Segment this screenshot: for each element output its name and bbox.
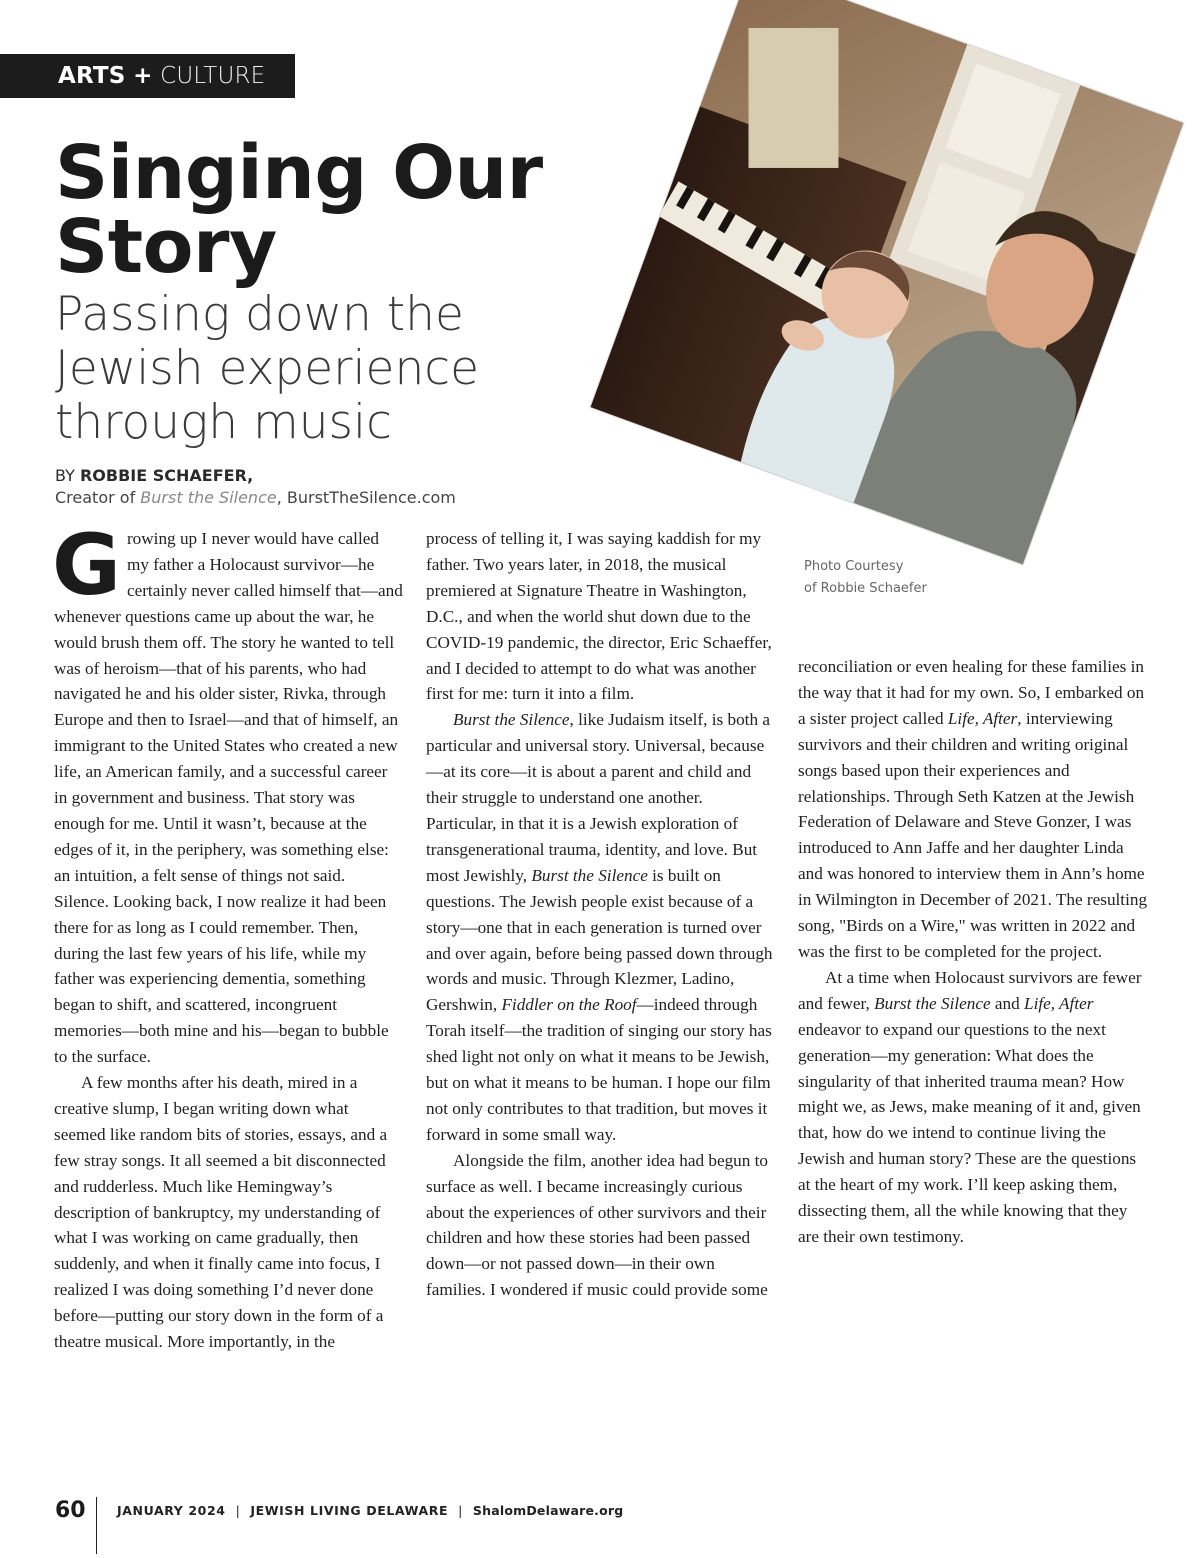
paragraph-3 — [426, 707, 776, 1147]
paragraph-3-text-c: —indeed through Torah itself—the tradition of singing our story has shed light not only on what it means to be Jewish, but on what it means to be human. I hope our film not only contributes to that tradition, but moves it forward in some small way. — [426, 995, 772, 1144]
publication-website: ShalomDelaware.org — [472, 1503, 624, 1518]
publication-name: JEWISH LIVING DELAWARE — [250, 1503, 449, 1518]
project-title-ref: Life, After — [947, 708, 1018, 728]
body-column-2 — [426, 526, 776, 1303]
section-banner — [0, 54, 295, 98]
section-primary: ARTS — [58, 63, 126, 89]
paragraph-1 — [52, 516, 404, 1070]
paragraph-5 — [798, 965, 1148, 1250]
body-column-1 — [52, 516, 404, 1355]
musical-title-ref: Fiddler on the Roof — [501, 995, 637, 1015]
paragraph-4-text-b: , interviewing survivors and their children and writing original songs based upon their experiences and relationships. Through Seth Katzen at the Jewish Federation of Delaware and Steve Gonzer, I was introduced to Ann Jaffe and her daughter Linda and was honored to interview them in Ann’s home in Wilmington in December of 2021. The resulting song, "Birds on a Wire," was written in 2022 and was the first to be completed for the project. — [798, 708, 1148, 961]
section-plus: + — [133, 63, 153, 89]
show-title-ref: Burst the Silence — [453, 710, 570, 730]
photo-caption — [804, 556, 964, 600]
caption-line-2: of Robbie Schaefer — [804, 581, 927, 596]
article-photo — [590, 0, 1183, 564]
paragraph-4-text-a: reconciliation or even healing for these families in the way that it had for my own. So, I embarked on a sister project called — [798, 657, 1145, 728]
article-title: Singing Our Story — [55, 130, 543, 290]
show-title: Burst the Silence — [140, 488, 277, 507]
author-website: , BurstTheSilence.com — [276, 488, 456, 507]
byline-prefix: BY — [55, 466, 75, 485]
footer-separator: | — [458, 1503, 463, 1518]
paragraph-5-text-b: and — [990, 993, 1025, 1013]
section-secondary: CULTURE — [160, 63, 266, 89]
paragraph-2-continued: process of telling it, I was saying kaddish for my father. Two years later, in 2018, the musical premiered at Signature Theatre in Washington, D.C., and when the world shut down due to the COVID-19 pandemic, the director, Eric Schaeffer, and I decided to attempt to do what was another first for me: turn it into a film. — [426, 529, 772, 704]
drop-cap: G — [52, 516, 121, 614]
caption-line-1: Photo Courtesy — [804, 559, 904, 574]
page-number: 60 — [55, 1498, 86, 1523]
project-title-ref: Life, After — [1024, 993, 1094, 1013]
paragraph-3-text-a: , like Judaism itself, is both a particular and universal story. Universal, because—at its core—it is about a parent and child and their struggle to understand one another. Particular, in that it is a Jewish exploration of transgenerational trauma, identity, and love. But most Jewishly, — [426, 710, 770, 885]
father-and-baby-at-piano-image — [590, 0, 1183, 564]
paragraph-1-text: rowing up I never would have called my father a Holocaust survivor—he certainly never called himself that—and whenever questions came up about the war, he would brush them off. The story he wanted to tell was of heroism—that of his parents, who had navigated he and his older sister, Rivka, through Europe and then to Israel—and that of himself, an immigrant to the United States who created a new life, an American family, and a successful career in government and business. That story was enough for me. Until it wasn’t, because at the edges of it, in the periphery, was something else: an intuition, a felt sense of things not said. Silence. Looking back, I now realize it had been there for as long as I could remember. Then, during the last few years of his life, while my father was experiencing dementia, something began to shift, and scattered, incongruent memories—both mine and his—began to bubble to the surface. — [54, 529, 403, 1067]
paragraph-2: A few months after his death, mired in a creative slump, I began writing down what seemed like random bits of stories, essays, and a few stray songs. It all seemed a bit disconnected and rudderless. Much like Hemingway’s description of bankruptcy, my understanding of what I was working on came gradually, then suddenly, and when it finally came into focus, I realized I was doing something I’d never done before—putting our story down in the form of a theatre musical. More importantly, in the — [54, 1073, 388, 1352]
page-footer — [117, 1503, 623, 1518]
article-subtitle: Passing down the Jewish experience through music — [55, 287, 479, 450]
creator-prefix: Creator of — [55, 488, 136, 507]
byline — [55, 466, 253, 485]
paragraph-5-text-a: At a time when Holocaust survivors are fewer and fewer, — [798, 967, 1142, 1013]
show-title-ref: Burst the Silence — [874, 993, 991, 1013]
paragraph-4: Alongside the film, another idea had begun to surface as well. I became increasingly curious about the experiences of other survivors and their children and how these stories had been passed down—or not passed down—in their own families. I wondered if music could provide some — [426, 1150, 769, 1300]
footer-separator: | — [235, 1503, 241, 1518]
show-title-ref: Burst the Silence — [531, 865, 648, 885]
paragraph-4-continued — [798, 654, 1148, 965]
paragraph-3-text-b: is built on questions. The Jewish people exist because of a story—one that in each generation is turned over and over again, before being passed down through words and music. Through Klezmer, Ladino, Gershwin, — [426, 865, 773, 1015]
body-column-3 — [798, 654, 1148, 1250]
paragraph-5-text-c: endeavor to expand our questions to the next generation—my generation: What does the singularity of that inherited trauma mean? How might we, as Jews, make meaning of it and, given that, how do we intend to continue living the Jewish and human story? These are the questions at the heart of my work. I’ll keep asking them, dissecting them, all the while knowing that they are their own testimony. — [798, 1019, 1141, 1246]
author-name: ROBBIE SCHAEFER, — [79, 466, 254, 485]
footer-divider — [96, 1497, 97, 1554]
issue-date: JANUARY 2024 — [117, 1503, 226, 1518]
author-credit — [55, 488, 456, 507]
